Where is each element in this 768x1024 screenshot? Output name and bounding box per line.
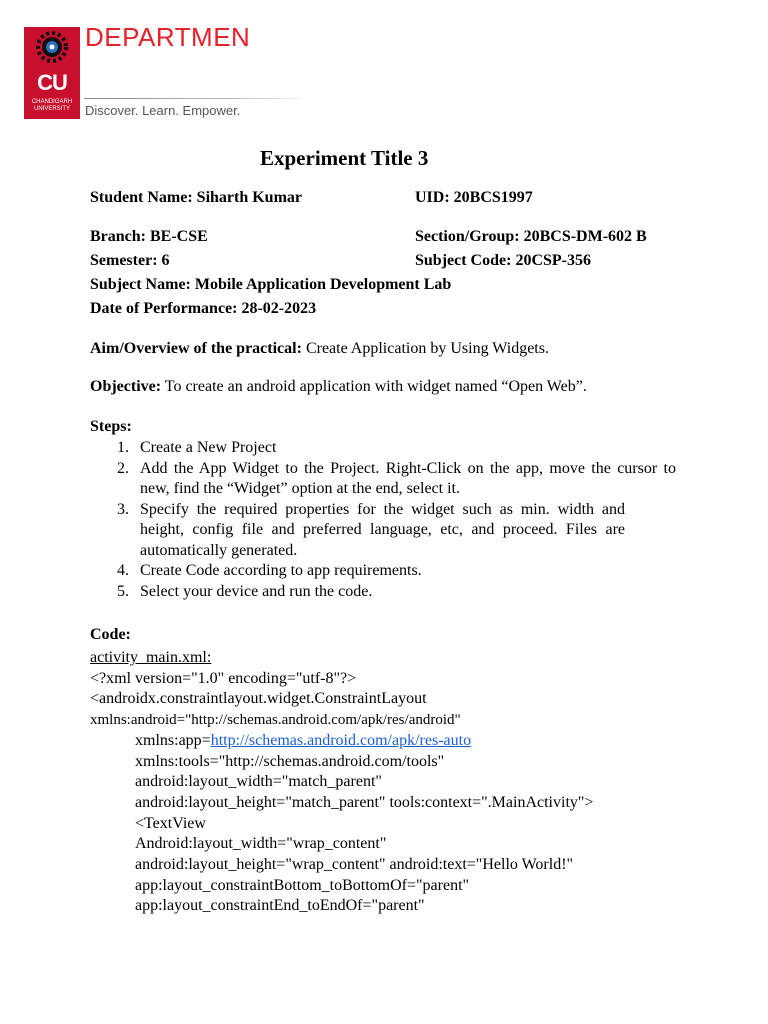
aim-paragraph bbox=[90, 339, 549, 359]
subject-code: Subject Code: 20CSP-356 bbox=[415, 252, 591, 269]
step-text: Select your device and run the code. bbox=[140, 582, 373, 600]
experiment-title: Experiment Title 3 bbox=[260, 146, 429, 170]
app-namespace-link[interactable]: http://schemas.android.com/apk/res-auto bbox=[210, 731, 472, 749]
step-text: Add the App Widget to the Project. Right-Click on the app, move the cursor to new, find the “Widget” option at the end, select it. bbox=[140, 459, 676, 497]
objective-paragraph bbox=[90, 377, 587, 397]
list-item bbox=[117, 438, 676, 459]
objective-text: To create an android application with widget named “Open Web”. bbox=[164, 378, 587, 395]
code-block bbox=[90, 648, 593, 917]
steps-list bbox=[90, 438, 676, 602]
step-number: 4. bbox=[117, 562, 129, 579]
code-line: app:layout_constraintEnd_toEndOf="parent" bbox=[135, 897, 425, 915]
branch: Branch: BE-CSE bbox=[90, 228, 208, 245]
list-item bbox=[117, 582, 676, 603]
aim-label: Aim/Overview of the practical: bbox=[90, 340, 302, 357]
code-line bbox=[90, 731, 593, 752]
steps-heading: Steps: bbox=[90, 418, 132, 435]
code-line: android:layout_width="match_parent" bbox=[135, 773, 382, 791]
code-line: <?xml version="1.0" encoding="utf-8"?> bbox=[90, 669, 357, 687]
logo-mark: CU bbox=[37, 70, 67, 95]
code-line: android:layout_height="match_parent" tools:context=".MainActivity"> bbox=[135, 793, 594, 811]
step-text: Create Code according to app requirements. bbox=[140, 562, 422, 579]
list-item bbox=[117, 459, 676, 500]
list-item bbox=[117, 561, 676, 582]
code-line: <androidx.constraintlayout.widget.ConstraintLayout bbox=[90, 690, 427, 708]
step-number: 2. bbox=[117, 459, 129, 477]
subject-name: Subject Name: Mobile Application Development Lab bbox=[90, 276, 452, 293]
objective-label: Objective: bbox=[90, 378, 162, 395]
logo-university-name: CHANDIGARH UNIVERSITY bbox=[31, 99, 73, 112]
step-text: Create a New Project bbox=[140, 439, 277, 456]
header-divider bbox=[84, 98, 299, 99]
code-line: app:layout_constraintBottom_toBottomOf="parent" bbox=[135, 876, 470, 894]
step-text: Specify the required properties for the widget such as min. width and height, config file and preferred language, etc, and proceed. Files are automatically generated. bbox=[140, 500, 625, 559]
tagline: Discover. Learn. Empower. bbox=[85, 103, 241, 118]
code-line: Android:layout_width="wrap_content" bbox=[135, 835, 387, 853]
code-heading: Code: bbox=[90, 626, 131, 643]
section-group: Section/Group: 20BCS-DM-602 B bbox=[415, 228, 647, 245]
student-name: Student Name: Siharth Kumar bbox=[90, 189, 303, 206]
code-line: xmlns:tools="http://schemas.android.com/tools" bbox=[135, 752, 445, 770]
semester: Semester: 6 bbox=[90, 252, 170, 269]
gear-emblem-icon bbox=[24, 27, 80, 73]
code-line: xmlns:android="http://schemas.android.com/apk/res/android" bbox=[90, 712, 461, 729]
code-filename: activity_main.xml: bbox=[90, 649, 212, 666]
university-logo bbox=[24, 27, 80, 119]
app-namespace-prefix: xmlns:app= bbox=[135, 731, 211, 749]
department-heading: DEPARTMEN bbox=[85, 22, 251, 52]
code-line: <TextView bbox=[135, 814, 206, 832]
step-number: 5. bbox=[117, 582, 129, 600]
uid: UID: 20BCS1997 bbox=[415, 189, 533, 206]
step-number: 1. bbox=[117, 439, 129, 456]
date-of-performance: Date of Performance: 28-02-2023 bbox=[90, 300, 317, 317]
code-line: android:layout_height="wrap_content" android:text="Hello World!" bbox=[135, 856, 574, 874]
step-number: 3. bbox=[117, 500, 129, 518]
list-item bbox=[117, 500, 625, 562]
aim-text: Create Application by Using Widgets. bbox=[305, 340, 549, 357]
